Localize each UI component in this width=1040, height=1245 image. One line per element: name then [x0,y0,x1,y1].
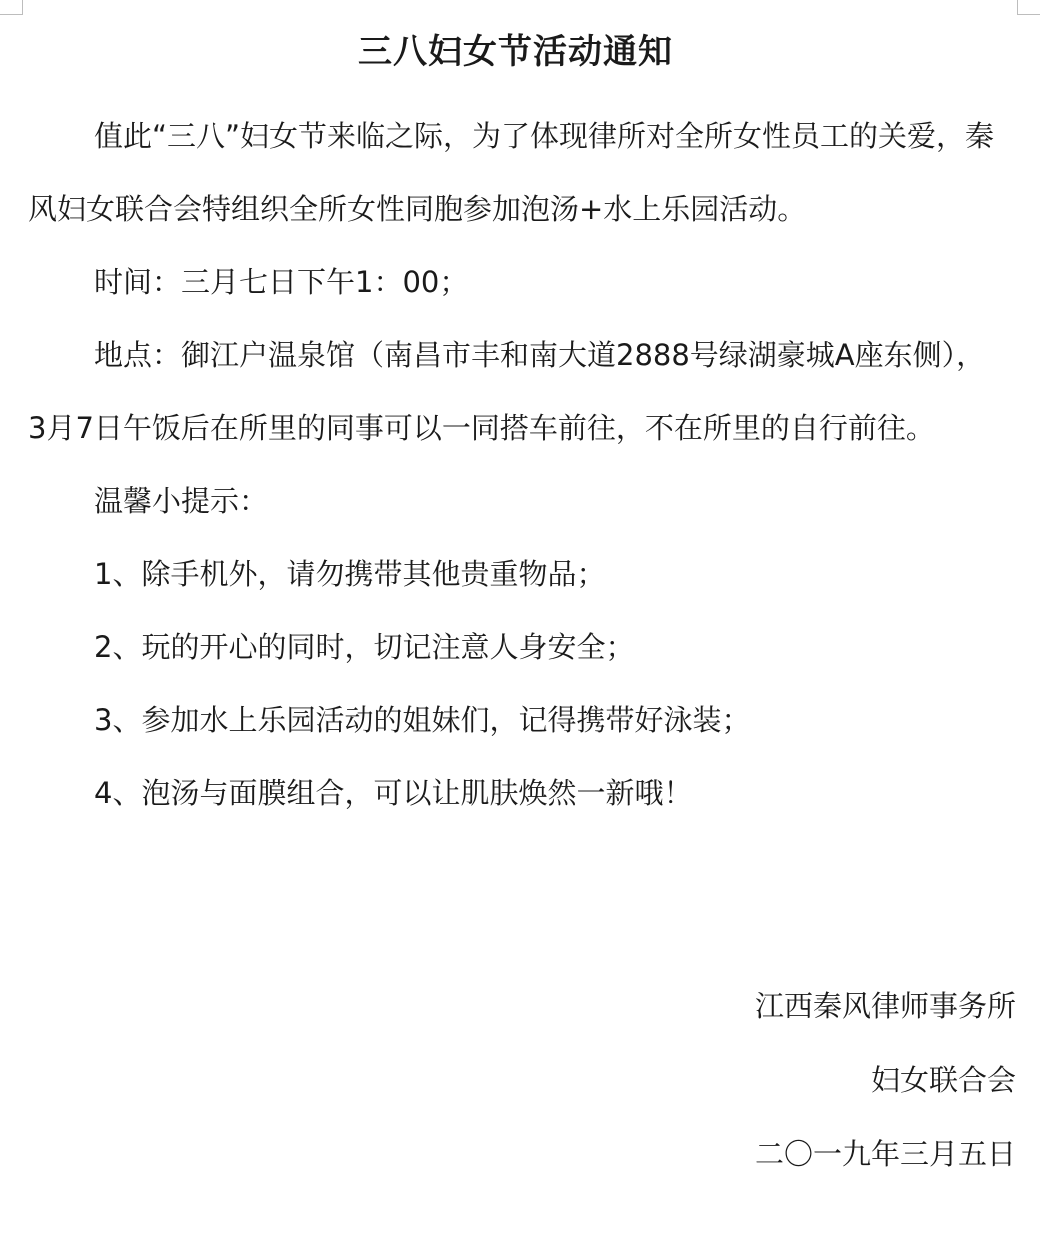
notice-title: 三八妇女节活动通知 [358,32,673,72]
event-time: 时间：三月七日下午1：00； [94,265,469,299]
intro-paragraph: 值此“三八”妇女节来临之际，为了体现律所对全所女性员工的关爱，秦风妇女联合会特组织全所女性同胞参加泡汤+水上乐园活动。 [28,119,995,226]
page-corner-mark-top-right [1017,0,1040,15]
signature-department: 妇女联合会 [870,1063,1016,1097]
tips-heading: 温馨小提示： [94,484,269,518]
tip-item: 4、泡汤与面膜组合，可以让肌肤焕然一新哦！ [94,776,693,810]
event-location: 地点：御江户温泉馆（南昌市丰和南大道2888号绿湖豪城A座东侧），3月7日午饭后在所里的同事可以一同搭车前往，不在所里的自行前往。 [28,338,986,445]
tips-list [28,538,1003,830]
tip-item: 3、参加水上乐园活动的姐妹们，记得携带好泳装； [94,703,751,737]
tip-item: 2、玩的开心的同时，切记注意人身安全； [94,630,635,664]
signature-date: 二〇一九年三月五日 [754,1137,1016,1171]
page-corner-mark-top-left [0,0,23,15]
notice-document [28,28,1003,830]
tip-item: 1、除手机外，请勿携带其他贵重物品； [94,557,606,591]
signature-organization: 江西秦风律师事务所 [754,989,1016,1023]
